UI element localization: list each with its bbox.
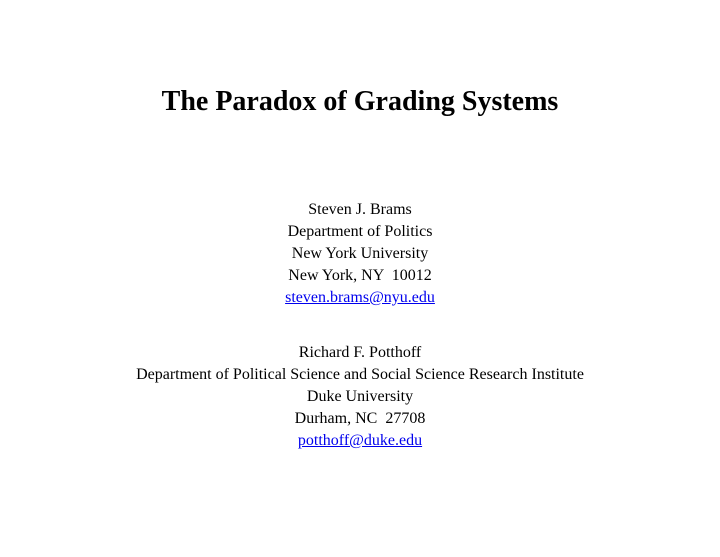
author-email-link[interactable]: steven.brams@nyu.edu xyxy=(285,289,435,306)
author-name: Steven J. Brams xyxy=(308,201,412,218)
author-block-potthoff xyxy=(0,342,720,452)
author-department: Department of Political Science and Social Science Research Institute xyxy=(136,366,584,383)
author-location: Durham, NC 27708 xyxy=(294,410,426,427)
author-block-brams xyxy=(0,199,720,309)
paper-title: The Paradox of Grading Systems xyxy=(161,86,559,117)
author-location: New York, NY 10012 xyxy=(288,267,432,284)
author-name: Richard F. Potthoff xyxy=(298,344,422,361)
author-institution: Duke University xyxy=(306,388,414,405)
author-email-link[interactable]: potthoff@duke.edu xyxy=(297,432,423,449)
author-institution: New York University xyxy=(291,245,429,262)
author-department: Department of Politics xyxy=(287,223,433,240)
